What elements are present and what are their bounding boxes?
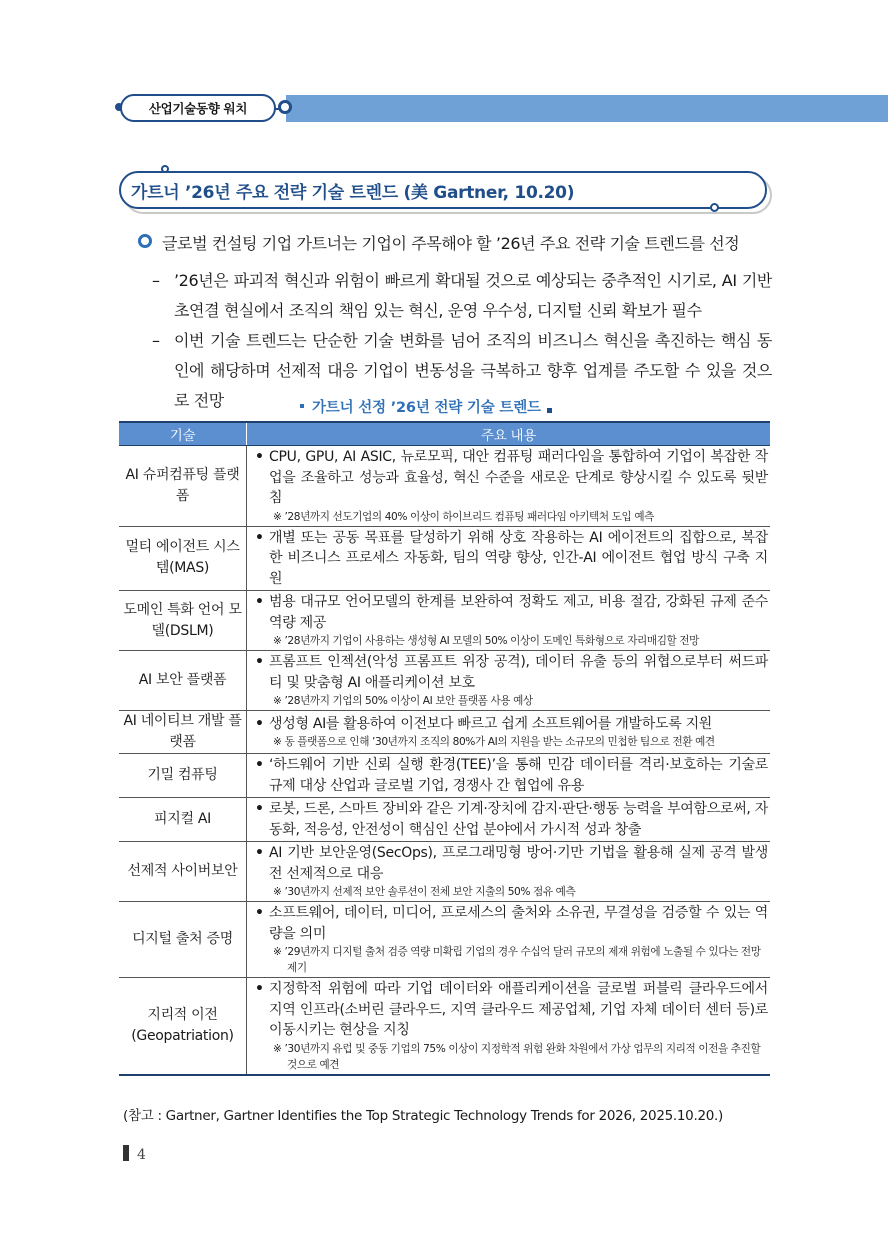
title-knob-icon <box>710 203 719 212</box>
table-row <box>119 526 770 591</box>
content-note: ※ ’30년까지 선제적 보안 솔루션이 전체 보안 지출의 50% 점유 예측 <box>273 886 576 898</box>
content-cell <box>247 651 771 711</box>
content-cell <box>247 754 771 798</box>
table-row <box>119 754 770 798</box>
table-row <box>119 798 770 842</box>
content-cell <box>247 798 771 842</box>
header-circle-icon <box>278 100 292 114</box>
content-text: • AI 기반 보안운영(SecOps), 프로그래밍형 방어·기만 기법을 활용해 실제 공격 발생 전 선제적으로 대응 <box>255 843 768 884</box>
content-text: • 개별 또는 공동 목표를 달성하기 위해 상호 작용하는 AI 에이전트의 집합으로, 복잡한 비즈니스 프로세스 자동화, 팀의 역량 향상, 인간-AI 에이전트 협업 방식 구축 지원 <box>255 528 768 590</box>
tech-cell: 피지컬 AI <box>119 798 247 842</box>
dash-icon: – <box>152 271 160 290</box>
header-band <box>286 95 888 122</box>
content-text: • 프롬프트 인젝션(악성 프롬프트 위장 공격), 데이터 유출 등의 위협으로부터 써드파티 및 맞춤형 AI 애플리케이션 보호 <box>255 652 768 693</box>
table-row <box>119 591 770 651</box>
content-cell <box>247 978 771 1075</box>
caption-square-icon <box>300 404 304 408</box>
content-text: • 지정학적 위험에 따라 기업 데이터와 애플리케이션을 글로벌 퍼블릭 클라우드에서 지역 인프라(소버린 클라우드, 지역 클라우드 제공업체, 기업 자체 데이터 센터 등)로 이동시키는 현상을 지칭 <box>255 979 768 1041</box>
tech-cell: 멀티 에이전트 시스템(MAS) <box>119 526 247 591</box>
content-cell <box>247 711 771 754</box>
column-header: 주요 내용 <box>247 422 771 446</box>
tech-cell: AI 네이티브 개발 플랫폼 <box>119 711 247 754</box>
content-cell <box>247 902 771 978</box>
tech-cell: AI 보안 플랫폼 <box>119 651 247 711</box>
sub-bullet-text: 이번 기술 트렌드는 단순한 기술 변화를 넘어 조직의 비즈니스 혁신을 촉진하는 핵심 동인에 해당하며 선제적 대응 기업이 변동성을 극복하고 향후 업계를 주도할 수 있을 것으로 전망 <box>174 331 772 410</box>
content-text: • 소프트웨어, 데이터, 미디어, 프로세스의 출처와 소유권, 무결성을 검증할 수 있는 역량을 의미 <box>255 903 768 944</box>
content-text: • 생성형 AI를 활용하여 이전보다 빠르고 쉽게 소프트웨어를 개발하도록 지원 <box>255 714 768 735</box>
page-number <box>123 1145 146 1163</box>
tech-cell: AI 슈퍼컴퓨팅 플랫폼 <box>119 446 247 527</box>
table-header-row <box>119 422 770 446</box>
main-bullet-text: 글로벌 컨설팅 기업 가트너는 기업이 주목해야 할 ’26년 주요 전략 기술 트렌드를 선정 <box>162 234 740 253</box>
content-text: • 범용 대규모 언어모델의 한계를 보완하여 정확도 제고, 비용 절감, 강화된 규제 준수 역량 제공 <box>255 592 768 633</box>
content-cell <box>247 591 771 651</box>
tech-cell: 도메인 특화 언어 모델(DSLM) <box>119 591 247 651</box>
content-cell <box>247 526 771 591</box>
content-note: ※ ’28년까지 기업의 50% 이상이 AI 보안 플랫폼 사용 예상 <box>273 695 533 707</box>
content-cell <box>247 446 771 527</box>
ring-bullet-icon <box>138 234 152 248</box>
page-title: 가트너 ’26년 주요 전략 기술 트렌드 (美 Gartner, 10.20) <box>131 182 575 203</box>
tech-cell: 기밀 컴퓨팅 <box>119 754 247 798</box>
table-row <box>119 446 770 527</box>
table-row <box>119 651 770 711</box>
trend-table <box>119 421 770 1076</box>
content-text: • 로봇, 드론, 스마트 장비와 같은 기계·장치에 감지·판단·행동 능력을 부여함으로써, 자동화, 적응성, 안전성이 핵심인 산업 분야에서 가시적 성과 창출 <box>255 799 768 840</box>
content-note: ※ ’28년까지 선도기업의 40% 이상이 하이브리드 컴퓨팅 패러다임 아키텍처 도입 예측 <box>273 510 654 523</box>
reference-note: (참고 : Gartner, Gartner Identifies the Top Strategic Technology Trends for 2026, 2025.10.20.) <box>123 1108 723 1124</box>
content-note: ※ ’29년까지 디지털 출처 검증 역량 미확립 기업의 경우 수십억 달러 규모의 제재 위험에 노출될 수 있다는 전망 제기 <box>273 946 761 974</box>
table-row <box>119 978 770 1075</box>
table-row <box>119 711 770 754</box>
content-note: ※ ’30년까지 유럽 및 중동 기업의 75% 이상이 지정학적 위험 완화 차원에서 가상 업무의 지리적 이전을 추진할 것으로 예견 <box>273 1042 761 1071</box>
content-note: ※ ’28년까지 기업이 사용하는 생성형 AI 모델의 50% 이상이 도메인 특화형으로 자리매김할 전망 <box>273 635 699 647</box>
table-row <box>119 902 770 978</box>
content-text: • ‘하드웨어 기반 신뢰 실행 환경(TEE)’을 통해 민감 데이터를 격리·보호하는 기술로 규제 대상 산업과 글로벌 기업, 경쟁사 간 협업에 유용 <box>255 755 768 796</box>
content-note: ※ 동 플랫폼으로 인해 ’30년까지 조직의 80%가 AI의 지원을 받는 소규모의 민첩한 팀으로 전환 예견 <box>273 736 715 749</box>
content-cell <box>247 842 771 902</box>
column-header: 기술 <box>119 422 247 446</box>
table-caption-text: 가트너 선정 ’26년 전략 기술 트렌드 <box>312 400 541 416</box>
page-title-box <box>119 171 767 209</box>
table-caption <box>300 396 552 417</box>
main-bullet <box>138 229 739 259</box>
title-knob-icon <box>161 165 169 173</box>
tech-cell: 선제적 사이버보안 <box>119 842 247 902</box>
tech-cell: 디지털 출처 증명 <box>119 902 247 978</box>
table-row <box>119 842 770 902</box>
page-marker-icon <box>123 1145 129 1161</box>
dash-icon: – <box>152 331 160 350</box>
caption-square-icon <box>547 408 552 413</box>
sub-bullet-text: ’26년은 파괴적 혁신과 위험이 빠르게 확대될 것으로 예상되는 중추적인 시기로, AI 기반 초연결 현실에서 조직의 책임 있는 혁신, 운영 우수성, 디지털 신뢰 확보가 필수 <box>174 271 772 320</box>
content-text: • CPU, GPU, AI ASIC, 뉴로모픽, 대안 컴퓨팅 패러다임을 통합하여 기업이 복잡한 작업을 조율하고 성능과 효율성, 혁신 수준을 새로운 단계로 향상시킬 수 있도록 뒷받침 <box>255 447 768 509</box>
section-label: 산업기술동향 워치 <box>120 94 276 122</box>
tech-cell: 지리적 이전 (Geopatriation) <box>119 978 247 1075</box>
sub-bullet <box>152 266 772 326</box>
page-number-text: 4 <box>137 1147 146 1163</box>
